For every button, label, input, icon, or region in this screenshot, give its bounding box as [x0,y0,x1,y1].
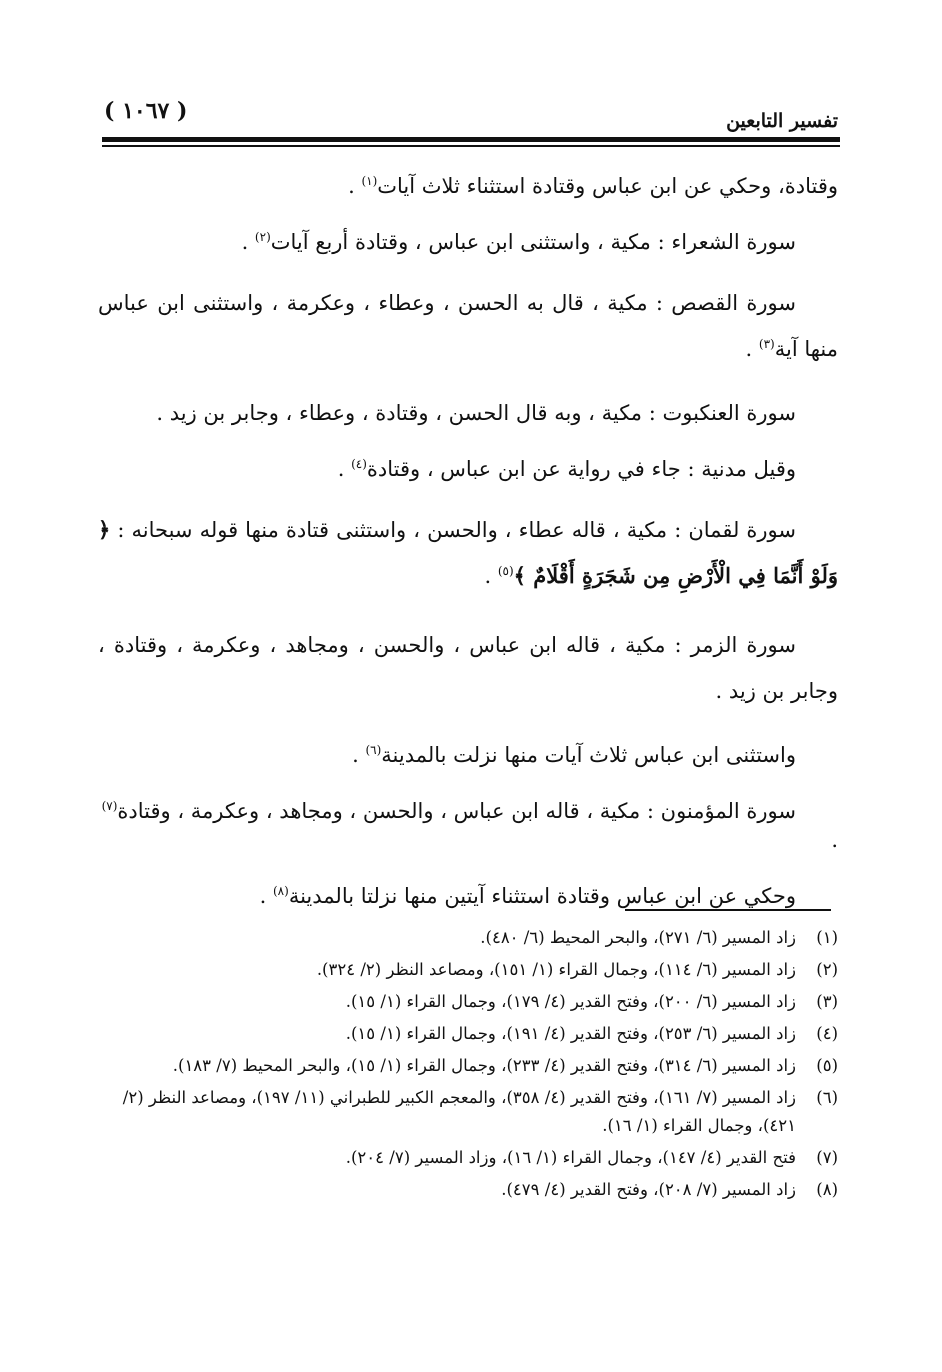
footnote-number: (٤) [816,1024,838,1043]
main-text [98,172,838,911]
footnote-6 [90,1084,838,1140]
footnote-ref-5[interactable]: (٥) [497,564,514,578]
footnote-number: (٦) [816,1088,838,1107]
footnote-number: (٧) [816,1148,838,1167]
page-number: ( ١٠٦٧ ) [104,98,188,124]
header-rule-thin [102,145,840,147]
paragraph-3: سورة القصص : مكية ، قال به الحسن ، وعطاء ، وعكرمة ، واستثنى ابن عباس منها آية$^{(٣)}$ . [98,291,838,361]
footnote-ref-3[interactable]: (٣) [758,337,775,351]
footnote-ref-7[interactable]: (٧) [101,799,118,813]
paragraph-2: سورة الشعراء : مكية ، واستثنى ابن عباس ، وقتادة أربع آيات$^{(٢)}$ . [241,230,796,254]
footnotes [90,920,838,1204]
quran-verse: ﴿ وَلَوْ أَنَّمَا فِي الْأَرْضِ مِن شَجَرَةٍ أَقْلَامٌ ﴾ [98,517,838,588]
paragraph-7: سورة الزمر : مكية ، قاله ابن عباس ، والحسن ، ومجاهد ، وعكرمة ، وقتادة ، وجابر بن زيد . [98,633,838,703]
footnote-text: زاد المسير (٦/ ٢٠٠)، وفتح القدير (٤/ ١٧٩)، وجمال القراء (١/ ١٥). [345,992,796,1011]
footnote-text: زاد المسير (٧/ ١٦١)، وفتح القدير (٤/ ٣٥٨)، والمعجم الكبير للطبراني (١١/ ١٩٧)، ومصاعد النظر (٢/ ٤٢١)، وجمال القراء (١/ ١٦). [122,1088,796,1135]
paragraph-8: واستثنى ابن عباس ثلاث آيات منها نزلت بالمدينة$^{(٦)}$ . [352,743,796,767]
footnote-text: فتح القدير (٤/ ١٤٧)، وجمال القراء (١/ ١٦)، وزاد المسير (٧/ ٢٠٤). [345,1148,796,1167]
footnote-4 [90,1020,838,1048]
footnote-number: (١) [816,928,838,947]
footnote-text: زاد المسير (٦/ ٢٧١)، والبحر المحيط (٦/ ٤٨٠). [480,928,796,947]
footnote-number: (٢) [816,960,838,979]
paragraph-5: وقيل مدنية : جاء في رواية عن ابن عباس ، وقتادة$^{(٤)}$ . [337,457,796,481]
footnote-text: زاد المسير (٦/ ١١٤)، وجمال القراء (١/ ١٥١)، ومصاعد النظر (٢/ ٣٢٤). [316,960,796,979]
footnote-ref-4[interactable]: (٤) [351,457,367,471]
footnote-ref-6[interactable]: (٦) [365,743,382,757]
running-title: تفسير التابعين [726,110,838,132]
footnote-ref-8[interactable]: (٨) [272,884,289,898]
footnote-text: زاد المسير (٦/ ٢٥٣)، وفتح القدير (٤/ ١٩١)، وجمال القراء (١/ ١٥). [345,1024,796,1043]
footnote-number: (٥) [816,1056,838,1075]
paragraph-10: وحكي عن ابن عباس وقتادة استثناء آيتين منها نزلتا بالمدينة$^{(٨)}$ . [259,884,796,908]
footnote-ref-2[interactable]: (٢) [254,230,271,244]
paragraph-6: سورة لقمان : مكية ، قاله عطاء ، والحسن ، واستثنى قتادة منها قوله سبحانه : ﴿ وَلَوْ أَنَّمَا فِي الْأَرْضِ مِن شَجَرَةٍ أَقْلَامٌ ﴾$^{(٥)}$ . [98,517,838,588]
footnote-8 [90,1176,838,1204]
footnote-number: (٨) [816,1180,838,1199]
footnote-2 [90,956,838,984]
footnote-1 [90,924,838,952]
footnote-3 [90,988,838,1016]
paragraph-1: وقتادة، وحكي عن ابن عباس وقتادة استثناء ثلاث آيات$^{(١)}$ . [348,174,838,198]
footnote-text: زاد المسير (٧/ ٢٠٨)، وفتح القدير (٤/ ٤٧٩). [501,1180,796,1199]
paragraph-4: سورة العنكبوت : مكية ، وبه قال الحسن ، وقتادة ، وعطاء ، وجابر بن زيد . [156,401,796,425]
footnote-7 [90,1144,838,1172]
paragraph-9: سورة المؤمنون : مكية ، قاله ابن عباس ، والحسن ، ومجاهد ، وعكرمة ، وقتادة$^{(٧)}$ . [101,799,838,852]
header-rule-thick [102,137,840,142]
footnote-text: زاد المسير (٦/ ٣١٤)، وفتح القدير (٤/ ٢٣٣)، وجمال القراء (١/ ١٥)، والبحر المحيط (٧/ ١٨٣). [172,1056,796,1075]
footnote-separator [625,909,831,911]
footnote-ref-1[interactable]: (١) [361,174,378,188]
footnote-5 [90,1052,838,1080]
footnote-number: (٣) [816,992,838,1011]
